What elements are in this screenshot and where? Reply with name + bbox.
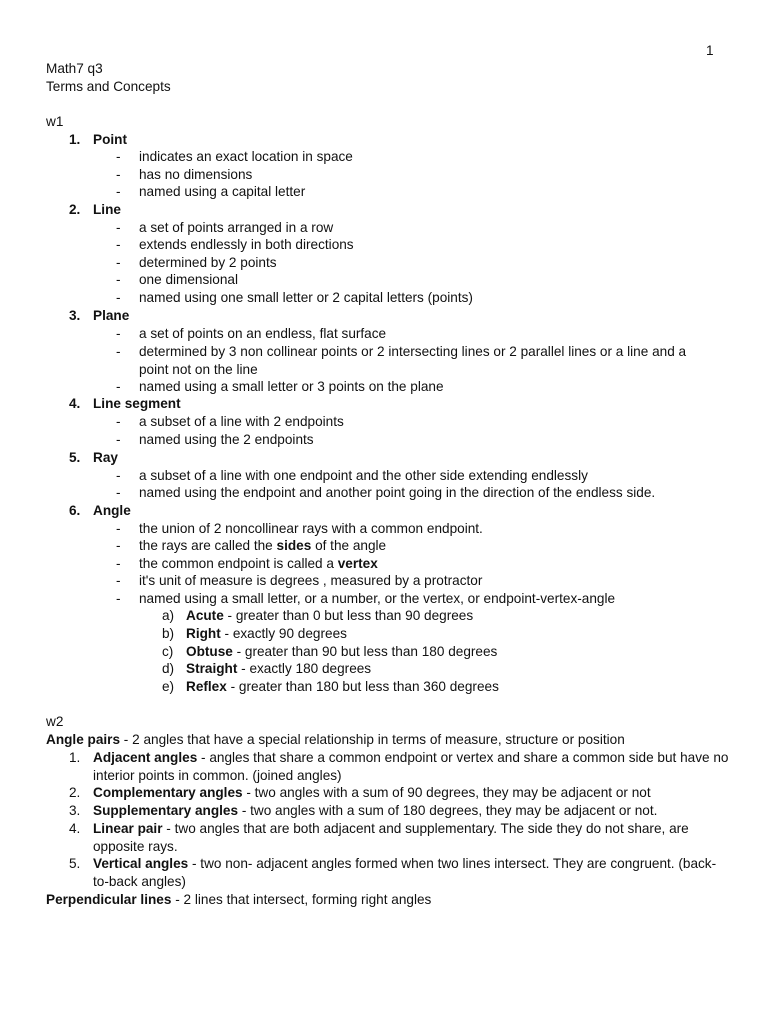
angle-pair-adjacent: 1. Adjacent angles - angles that share a common endpoint or vertex and share a common side but have no interior points in common. (joined angles) [69,750,729,783]
bullet-item: - named using the 2 endpoints [116,432,314,447]
perpendicular-lines-definition: Perpendicular lines - 2 lines that intersect, forming right angles [46,892,432,907]
term-angle [69,502,131,520]
term-name: Ray [93,450,118,465]
term-number: 5. [69,450,81,465]
term-line-segment [69,395,181,413]
term-number: 1. [69,132,81,147]
keyword-sides: sides [276,538,312,553]
term-number: 3. [69,308,81,323]
term-number: 2. [69,202,81,217]
bullet-item: - the rays are called the sides of the angle [116,538,387,553]
term-plane [69,307,129,325]
bullet-item: - named using the endpoint and another point going in the direction of the endless side. [116,485,656,500]
angle-type-straight: d) Straight - exactly 180 degrees [162,661,372,676]
term-line [69,201,121,219]
term-name: Line [93,202,121,217]
week-1-label: w1 [46,114,64,129]
term-number: 6. [69,503,81,518]
bullet-item: - a subset of a line with one endpoint and the other side extending endlessly [116,468,588,483]
bullet-item: - extends endlessly in both directions [116,237,354,252]
bullet-item: - it's unit of measure is degrees , measured by a protractor [116,573,483,588]
bullet-item: - named using a small letter or 3 points on the plane [116,379,444,394]
document-title: Terms and Concepts [46,79,171,94]
bullet-item: - determined by 3 non collinear points or 2 intersecting lines or 2 parallel lines or a line and a point not on the line [116,344,687,377]
term-name: Angle [93,503,131,518]
bullet-item: - a set of points on an endless, flat surface [116,326,387,341]
bullet-item: - named using a small letter, or a number, or the vertex, or endpoint-vertex-angle [116,591,616,606]
angle-type-acute: a) Acute - greater than 0 but less than 90 degrees [162,608,474,623]
bullet-item: - determined by 2 points [116,255,277,270]
course-title: Math7 q3 [46,61,103,76]
angle-pair-linear: 4. Linear pair - two angles that are both adjacent and supplementary. The side they do not share, are opposite rays. [69,821,689,854]
bullet-item: - a subset of a line with 2 endpoints [116,414,344,429]
term-name: Line segment [93,396,181,411]
bullet-item: - one dimensional [116,272,238,287]
bullet-item: - indicates an exact location in space [116,149,353,164]
term-name: Plane [93,308,130,323]
angle-pairs-definition: Angle pairs - 2 angles that have a special relationship in terms of measure, structure or position [46,732,625,747]
angle-type-right: b) Right - exactly 90 degrees [162,626,347,641]
angle-type-reflex: e) Reflex - greater than 180 but less than 360 degrees [162,679,499,694]
page-number: 1 [706,43,714,58]
bullet-item: - named using a capital letter [116,184,306,199]
week-2-label: w2 [46,714,64,729]
term-ray [69,449,118,467]
bullet-item: - named using one small letter or 2 capital letters (points) [116,290,473,305]
angle-pair-vertical: 5. Vertical angles - two non- adjacent angles formed when two lines intersect. They are congruent. (back-to-back angles) [69,856,717,889]
term-number: 4. [69,396,81,411]
angle-type-obtuse: c) Obtuse - greater than 90 but less than 180 degrees [162,644,498,659]
angle-pair-supplementary: 3. Supplementary angles - two angles with a sum of 180 degrees, they may be adjacent or not. [69,803,658,818]
term-name: Point [93,132,127,147]
bullet-item: - the common endpoint is called a vertex [116,556,378,571]
angle-pair-complementary: 2. Complementary angles - two angles with a sum of 90 degrees, they may be adjacent or not [69,785,651,800]
bullet-item: - a set of points arranged in a row [116,220,334,235]
bullet-item: - has no dimensions [116,167,253,182]
term-point [69,131,127,149]
bullet-item: - the union of 2 noncollinear rays with a common endpoint. [116,521,483,536]
keyword-vertex: vertex [337,556,378,571]
